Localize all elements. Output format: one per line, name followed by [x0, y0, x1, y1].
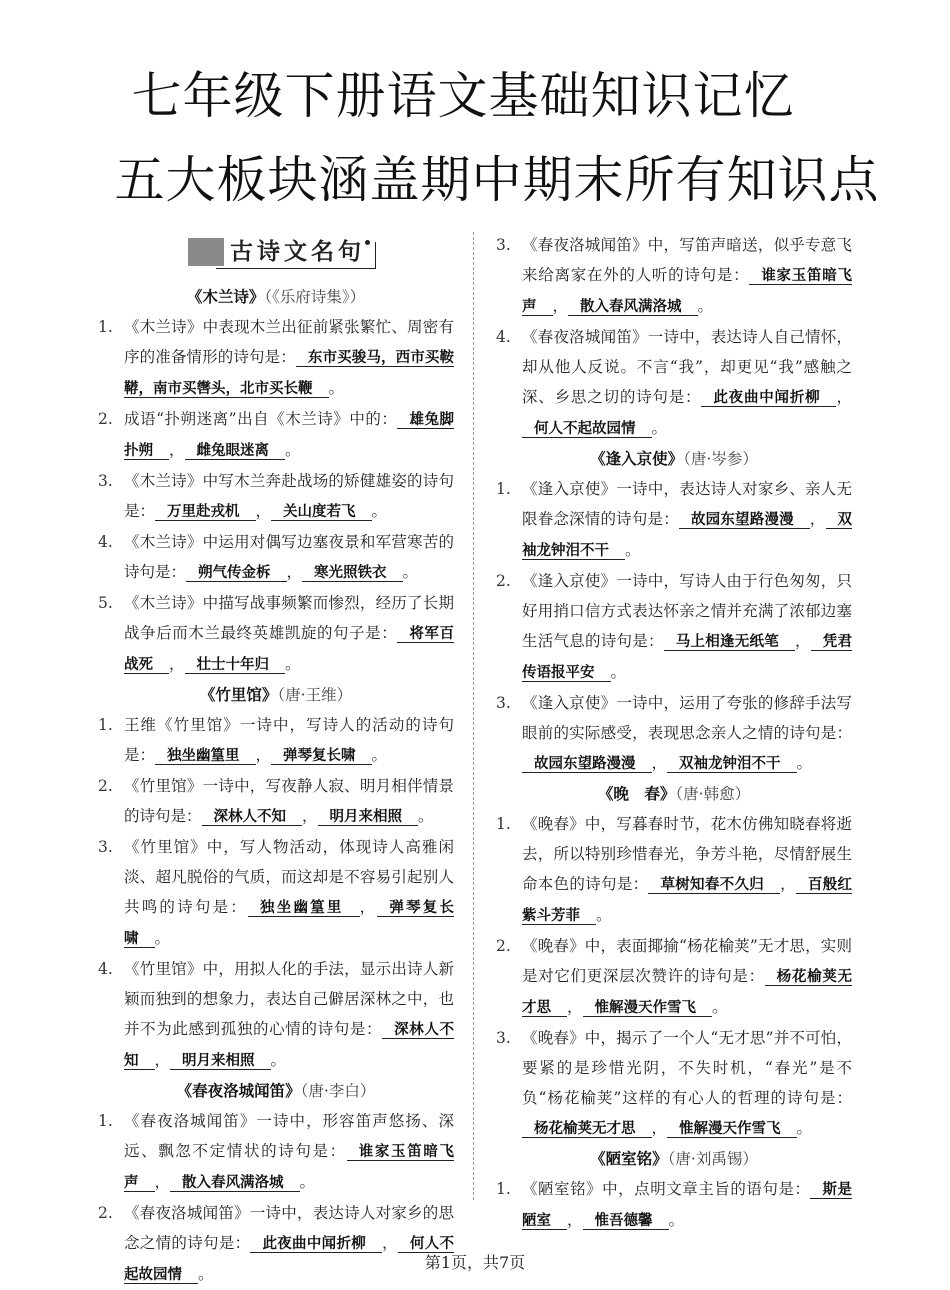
question-text: 《逢入京使》一诗中，运用了夸张的修辞手法写眼前的实际感受，表现思念亲人之情的诗句是： [522, 694, 852, 742]
answer-text: 故园东望路漫漫 [679, 512, 810, 529]
answer-separator: ， [552, 297, 569, 315]
answer-text: 深林人不知 [124, 1022, 454, 1069]
answer-text: 壮士十年归 [185, 657, 286, 674]
question-end: 。 [371, 746, 388, 764]
answer-text: 东市买骏马，西市买鞍鞯，南市买辔头，北市买长鞭 [124, 350, 454, 397]
answer-separator: ， [651, 1119, 668, 1137]
question-text: 《木兰诗》中描写战事频繁而惨烈，经历了长期战争后而木兰最终英雄凯旋的句子是： [124, 594, 454, 642]
question-number: 2. [496, 937, 511, 955]
question-end: 。 [299, 1173, 316, 1191]
answer-separator: ， [255, 502, 272, 520]
question-text: 《逢入京使》一诗中，表达诗人对家乡、亲人无限眷念深情的诗句是： [522, 480, 852, 528]
question-number: 1. [496, 480, 511, 498]
question-end: 。 [712, 998, 728, 1016]
poem-name: 《陋室铭》 [590, 1149, 668, 1168]
column-divider [473, 232, 474, 1200]
question-end: 。 [651, 419, 668, 437]
answer-separator: ， [567, 1211, 583, 1229]
answer-text: 散入春风满洛城 [170, 1175, 300, 1192]
question-text: 《春夜洛城闻笛》一诗中，形容笛声悠扬、深远、飘忽不定情状的诗句是： [124, 1112, 454, 1160]
answer-text: 谁家玉笛暗飞声 [124, 1144, 454, 1191]
answer-text: 明月来相照 [318, 809, 419, 826]
answer-text: 深林人不知 [202, 809, 303, 826]
question-text: 《陋室铭》中，点明文章主旨的语句是： [522, 1180, 811, 1198]
question-number: 4. [496, 328, 511, 346]
question-end: 。 [796, 754, 813, 772]
poem-header-loushiming [496, 1144, 852, 1174]
answer-text: 杨花榆荚无才思 [522, 969, 852, 1016]
question-number: 1. [98, 716, 113, 734]
question-end: 。 [418, 807, 434, 825]
question-text: 《木兰诗》中表现木兰出征前紧张繁忙、周密有序的准备情形的诗句是： [124, 318, 454, 366]
poem-name: 《木兰诗》 [186, 287, 265, 306]
poem-header-wanchun [496, 779, 852, 809]
section-banner [98, 230, 454, 282]
question-number: 3. [496, 236, 511, 254]
question-item [98, 312, 454, 404]
question-item [496, 230, 852, 322]
question-end: 。 [402, 563, 419, 581]
question-number: 4. [98, 960, 113, 978]
right-column [496, 230, 852, 1236]
answer-text: 故园东望路漫漫 [522, 756, 652, 773]
question-item [496, 931, 852, 1023]
answer-text: 将军百战死 [124, 626, 454, 673]
answer-text: 独坐幽篁里 [155, 748, 256, 765]
poem-name: 《逢入京使》 [590, 449, 684, 468]
question-text: 《木兰诗》中写木兰奔赴战场的矫健雄姿的诗句是： [124, 472, 454, 520]
answer-separator: ， [809, 510, 826, 528]
answer-text: 雄兔脚扑朔 [124, 412, 455, 459]
answer-separator: ， [286, 563, 303, 581]
poem-source: （唐·王维） [277, 686, 353, 704]
question-text: 《春夜洛城闻笛》中，写笛声暗送，似乎专意飞来给离家在外的人听的诗句是： [522, 236, 852, 284]
answer-separator: ， [795, 632, 811, 650]
question-end: 。 [596, 906, 612, 924]
question-item [496, 474, 852, 566]
question-item [98, 404, 454, 466]
answer-text: 凭君传语报平安 [522, 634, 852, 681]
question-number: 1. [98, 318, 113, 336]
question-number: 4. [98, 533, 113, 551]
answer-text: 杨花榆荚无才思 [522, 1121, 652, 1138]
section-title: 古诗文名句 [230, 238, 365, 265]
question-item [496, 1174, 852, 1236]
question-item [98, 832, 454, 954]
question-item [496, 1023, 852, 1144]
answer-separator: ， [169, 441, 185, 459]
poem-name: 《晚 春》 [597, 784, 676, 803]
question-end: 。 [796, 1119, 813, 1137]
question-text: 王维《竹里馆》一诗中，写诗人的活动的诗句是： [124, 716, 454, 764]
answer-text: 何人不起故园情 [124, 1236, 454, 1283]
answer-separator: ， [302, 807, 318, 825]
question-end: 。 [285, 655, 301, 673]
question-number: 3. [496, 1029, 511, 1047]
answer-text: 此夜曲中闻折柳 [250, 1236, 382, 1253]
poem-source: （《乐府诗集》） [264, 288, 366, 306]
answer-separator: ， [651, 754, 668, 772]
question-text: 《晚春》中，揭示了一个人“无才思”并不可怕，要紧的是珍惜光阴，不失时机，“春光”是不负“杨花榆荚”这样的有心人的哲理的诗句是： [522, 1029, 852, 1107]
poem-header-chunye [98, 1076, 454, 1106]
question-end: 。 [610, 663, 627, 681]
question-number: 3. [496, 694, 511, 712]
answer-text: 双袖龙钟泪不干 [522, 512, 852, 559]
answer-separator: ， [154, 1051, 171, 1069]
answer-text: 惟解漫天作雪飞 [667, 1121, 797, 1138]
answer-text: 关山度若飞 [271, 504, 372, 521]
answer-text: 雌兔眼迷离 [185, 443, 286, 460]
question-end: 。 [625, 541, 641, 559]
question-item [496, 809, 852, 931]
answer-text: 惟解漫天作雪飞 [583, 1000, 713, 1017]
question-number: 1. [98, 1112, 113, 1130]
question-text: 《竹里馆》中，用拟人化的手法，显示出诗人新颖而独到的想象力，表达自己僻居深林之中，也并不为此感到孤独的心情的诗句是： [124, 960, 454, 1038]
answer-text: 弹琴复长啸 [271, 748, 372, 765]
answer-separator: ， [567, 998, 583, 1016]
answer-separator: ， [382, 1234, 398, 1252]
poem-source: （唐·李白） [300, 1082, 376, 1100]
question-number: 1. [496, 1180, 511, 1198]
answer-text: 明月来相照 [170, 1053, 271, 1070]
answer-text: 独坐幽篁里 [248, 900, 360, 917]
question-end: 。 [328, 379, 345, 397]
answer-text: 双袖龙钟泪不干 [667, 756, 797, 773]
question-item [98, 954, 454, 1076]
answer-separator: ， [255, 746, 272, 764]
poem-header-mulan [98, 282, 454, 312]
answer-separator: ， [836, 388, 852, 406]
question-text: 《逢入京使》一诗中，写诗人由于行色匆匆，只好用捎口信方式表达怀亲之情并充满了浓郁边塞生活气息的诗句是： [522, 572, 852, 650]
poem-name: 《春夜洛城闻笛》 [176, 1081, 301, 1100]
poem-source: （唐·岑参） [683, 450, 758, 468]
answer-separator: ， [359, 898, 378, 916]
question-number: 2. [98, 777, 113, 795]
question-item [98, 527, 454, 588]
answer-separator: ， [169, 655, 185, 673]
question-item [98, 1106, 454, 1198]
poem-source: （唐·韩愈） [675, 785, 751, 803]
answer-text: 惟吾德馨 [583, 1213, 669, 1230]
question-text: 《竹里馆》一诗中，写夜静人寂、明月相伴情景的诗句是： [124, 777, 454, 825]
answer-separator: ， [154, 1173, 171, 1191]
question-item [98, 771, 454, 832]
answer-text: 谁家玉笛暗飞声 [522, 268, 852, 315]
page-footer: 第1页，共7页 [424, 1253, 526, 1272]
question-item [98, 466, 454, 527]
question-end: 。 [198, 1265, 214, 1283]
poem-name: 《竹里馆》 [199, 685, 278, 704]
poem-header-fengrujingshi [496, 444, 852, 474]
answer-text: 此夜曲中闻折柳 [701, 390, 836, 407]
answer-text: 斯是陋室 [522, 1182, 852, 1229]
question-item [98, 1198, 454, 1290]
question-text: 《晚春》中，写暮春时节，花木仿佛知晓春将逝去，所以特别珍惜春光，争芳斗艳，尽情舒展生命本色的诗句是： [522, 815, 852, 893]
question-end: 。 [285, 441, 301, 459]
question-text: 《木兰诗》中运用对偶写边塞夜景和军营寒苦的诗句是： [124, 533, 454, 581]
answer-text: 弹琴复长啸 [124, 900, 454, 947]
answer-text: 百般红紫斗芳菲 [522, 877, 852, 924]
question-end: 。 [270, 1051, 287, 1069]
question-number: 2. [496, 572, 511, 590]
answer-text: 何人不起故园情 [522, 421, 652, 438]
question-end: 。 [154, 929, 171, 947]
left-column [98, 230, 454, 1290]
poem-header-zhuliguan [98, 680, 454, 710]
question-text: 《春夜洛城闻笛》一诗中，表达诗人对家乡的思念之情的诗句是： [124, 1204, 454, 1252]
answer-text: 草树知春不久归 [648, 877, 780, 894]
banner-dot [365, 240, 370, 245]
question-number: 1. [496, 815, 511, 833]
answer-text: 万里赴戎机 [155, 504, 256, 521]
answer-text: 马上相逢无纸笔 [664, 634, 795, 651]
question-text: 成语“扑朔迷离”出自《木兰诗》中的： [124, 410, 398, 428]
question-item [98, 588, 454, 680]
question-number: 5. [98, 594, 113, 612]
answer-separator: ， [780, 875, 796, 893]
question-number: 3. [98, 838, 113, 856]
question-text: 《晚春》中，表面揶揄“杨花榆荚”无才思，实则是对它们更深层次赞许的诗句是： [522, 937, 852, 985]
question-item [98, 710, 454, 771]
question-end: 。 [697, 297, 714, 315]
question-item [496, 688, 852, 779]
answer-text: 散入春风满洛城 [568, 299, 698, 316]
answer-text: 寒光照铁衣 [302, 565, 403, 582]
question-item [496, 322, 852, 444]
question-end: 。 [371, 502, 388, 520]
banner-underline [216, 268, 376, 269]
question-number: 2. [98, 1204, 113, 1222]
question-item [496, 566, 852, 688]
poem-source: （唐·刘禹锡） [667, 1150, 758, 1168]
question-text: 《竹里馆》中，写人物活动，体现诗人高雅闲淡、超凡脱俗的气质，而这却是不容易引起别人共鸣的诗句是： [124, 838, 454, 916]
question-number: 3. [98, 472, 113, 490]
question-number: 2. [98, 410, 113, 428]
question-end: 。 [668, 1211, 685, 1229]
page-title-line-2: 五大板块涵盖期中期末所有知识点 [114, 151, 880, 209]
answer-text: 朔气传金柝 [186, 565, 287, 582]
page-title-line-1: 七年级下册语文基础知识记忆 [131, 67, 795, 125]
question-text: 《春夜洛城闻笛》一诗中，表达诗人自己情怀，却从他人反说。不言“我”，却更见“我”感触之深、乡思之切的诗句是： [522, 328, 852, 406]
banner-block [188, 238, 224, 266]
